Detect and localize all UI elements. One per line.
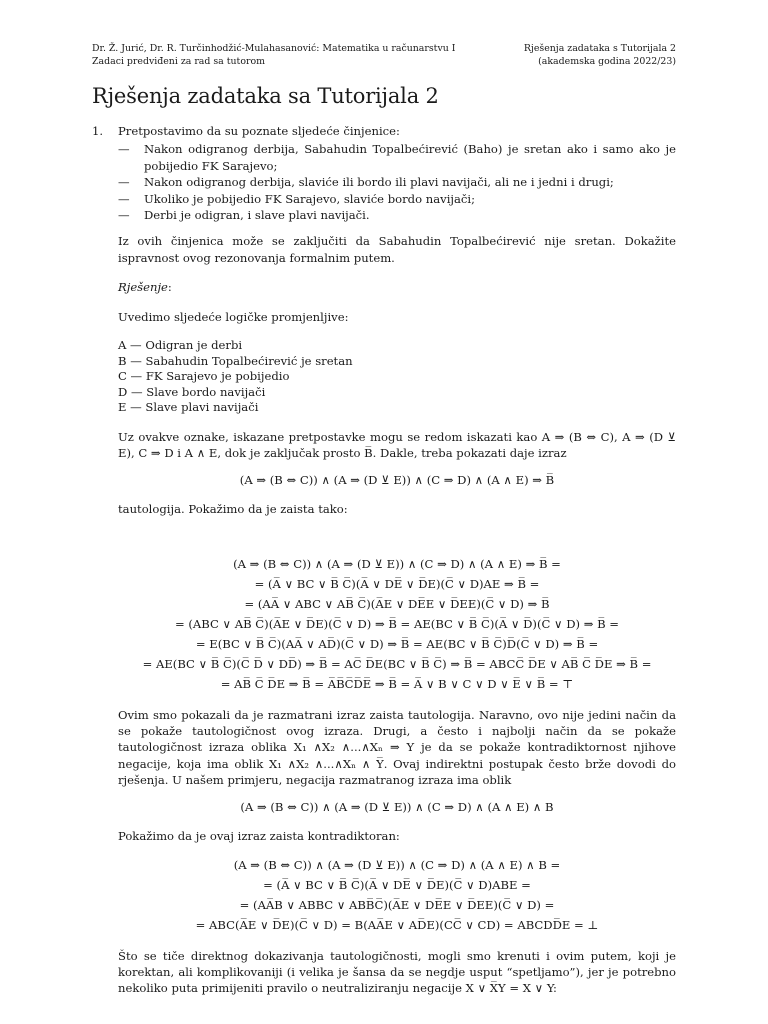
derivation-line: (A ⇒ (B ⇔ C)) ∧ (A ⇒ (D ⊻ E)) ∧ (C ⇒ D) ∧ (A ∧ E) ∧ B =: [233, 857, 561, 872]
derivation-line: = (AA̅B ∨ ABBC ∨ ABB̅C̅)(A̅E ∨ DE̅E ∨ D̅EE)(C̅ ∨ D) =: [239, 897, 555, 912]
dash-bullet: —: [118, 208, 130, 223]
facts-list: [118, 141, 676, 223]
derivation-direct: [118, 554, 676, 694]
derivation-line: = AE(BC ∨ B̅ C̅)(C̅ D̅ ∨ DD̅) ⇒ B̅ = AC̅ D̅E(BC ∨ B̅ C̅) ⇒ B̅ = ABCC̅ D̅E ∨ AB̅ C̅ D̅E ⇒ B̅ =: [142, 656, 652, 671]
page-title: Rješenja zadataka sa Tutorijala 2: [92, 84, 439, 108]
variables-list: [118, 338, 676, 416]
problem-intro: Pretpostavimo da su poznate sljedeće činjenice:: [118, 124, 400, 138]
solution-heading: [118, 279, 676, 295]
header-right: [524, 42, 676, 68]
indirect-method-paragraph: Ovim smo pokazali da je razmatrani izraz zaista tautologija. Naravno, ovo nije jedini način da se pokaže tautologičnost ovog izraza. Drugi, a često i najbolji način da se pokaže tautologičnost izraza oblika X₁ ∧X₂ ∧...∧Xₙ ⇒ Y je da se pokaže kontradiktornost njihove negacije, koja ima oblik X₁ ∧X₂ ∧...∧Xₙ ∧ Y̅. Ovaj indirektni postupak često brže dovodi do rješenja. U našem primjeru, negacija razmatranog izraza ima oblik: [118, 707, 676, 788]
dash-bullet: —: [118, 142, 130, 157]
document-body: [92, 123, 676, 997]
contradiction-statement: Pokažimo da je ovaj izraz zaista kontradiktoran:: [118, 829, 400, 844]
tautology-statement: tautologija. Pokažimo da je zaista tako:: [118, 502, 348, 517]
fact-item: [118, 174, 676, 190]
closing-paragraph: Što se tiče direktnog dokazivanja tautologičnosti, mogli smo krenuti i ovim putem, koji je korektan, ali komplikovaniji (i velika je šansa da se negdje usput “spetljamo”), jer je potrebno nekoliko puta primijeniti pravilo o neutraliziranju negacije X ∨ X̅Y = X ∨ Y:: [118, 948, 676, 996]
derivation-line: = (A̅ ∨ BC ∨ B̅ C̅)(A̅ ∨ DE̅ ∨ D̅E)(C̅ ∨ D)ABE =: [263, 877, 531, 892]
fact-item: [118, 191, 676, 207]
derivation-line: = ABC(A̅E ∨ D̅E)(C̅ ∨ D) = B(AA̅E ∨ AD̅E)(CC̅ ∨ CD) = ABCDD̅E = ⊥: [195, 917, 599, 932]
header-academic-year: (akademska godina 2022/23): [538, 56, 676, 67]
main-expression: (A ⇒ (B ⇔ C)) ∧ (A ⇒ (D ⊻ E)) ∧ (C ⇒ D) ∧ (A ∧ E) ⇒ B̅: [239, 472, 555, 487]
fact-text: Nakon odigranog derbija, Sabahudin Topalbećirević (Baho) je sretan ako i samo ako je pobijedio FK Sarajevo;: [144, 142, 676, 173]
derivation-line: = AB̅ C̅ D̅E ⇒ B̅ = A̅B̅C̅D̅E̅ ⇒ B̅ = A̅ ∨ B ∨ C ∨ D ∨ E̅ ∨ B̅ = ⊤: [220, 676, 574, 691]
derivation-line: = (A̅ ∨ BC ∨ B̅ C̅)(A̅ ∨ DE̅ ∨ D̅E)(C̅ ∨ D)AE ⇒ B̅ =: [254, 576, 540, 591]
variable-definition: D — Slave bordo navijači: [118, 384, 266, 399]
derivation-line: = (AA̅ ∨ ABC ∨ AB̅ C̅)(A̅E ∨ DE̅E ∨ D̅EE)(C̅ ∨ D) ⇒ B̅: [244, 596, 550, 611]
fact-item: [118, 141, 676, 174]
negation-expression: (A ⇒ (B ⇔ C)) ∧ (A ⇒ (D ⊻ E)) ∧ (C ⇒ D) ∧ (A ∧ E) ∧ B: [240, 799, 554, 814]
problem-question: Iz ovih činjenica može se zaključiti da Sabahudin Topalbećirević nije sretan. Dokažite ispravnost ovog rezonovanja formalnim putem.: [118, 234, 676, 265]
fact-item: [118, 207, 676, 223]
header-authors-course: Dr. Ž. Jurić, Dr. R. Turčinhodžić-Mulahasanović: Matematika u računarstvu I: [92, 43, 456, 54]
problem-1: [92, 123, 676, 997]
header-subtitle: Zadaci predviđeni za rad sa tutorom: [92, 56, 265, 67]
derivation-line: = (ABC ∨ AB̅ C̅)(A̅E ∨ D̅E)(C̅ ∨ D) ⇒ B̅ = AE(BC ∨ B̅ C̅)(A̅ ∨ D̅)(C̅ ∨ D) ⇒ B̅ =: [174, 616, 620, 631]
fact-text: Nakon odigranog derbija, slaviće ili bordo ili plavi navijači, ali ne i jedni i drugi;: [144, 175, 614, 190]
variable-definition: E — Slave plavi navijači: [118, 400, 259, 415]
header-doc-title: Rješenja zadataka s Tutorijala 2: [523, 43, 676, 54]
fact-text: Ukoliko je pobijedio FK Sarajevo, slaviće bordo navijači;: [144, 191, 476, 206]
solution-colon: :: [167, 280, 172, 295]
premises-paragraph: Uz ovakve oznake, iskazane pretpostavke mogu se redom iskazati kao A ⇒ (B ⇔ C), A ⇒ (D ⊻ E), C ⇒ D i A ∧ E, dok je zaključak prosto B̅. Dakle, treba pokazati daje izraz: [118, 430, 676, 461]
dash-bullet: —: [118, 175, 130, 190]
derivation-line: = E(BC ∨ B̅ C̅)(AA̅ ∨ AD̅)(C̅ ∨ D) ⇒ B̅ = AE(BC ∨ B̅ C̅)D̅(C̅ ∨ D) ⇒ B̅ =: [195, 636, 599, 651]
derivation-indirect: [118, 855, 676, 935]
header-left: [92, 42, 455, 68]
vars-intro: Uvedimo sljedeće logičke promjenljive:: [118, 309, 349, 324]
solution-label: Rješenje: [118, 280, 168, 295]
variable-definition: C — FK Sarajevo je pobijedio: [118, 369, 290, 384]
derivation-line: (A ⇒ (B ⇔ C)) ∧ (A ⇒ (D ⊻ E)) ∧ (C ⇒ D) ∧ (A ∧ E) ⇒ B̅ =: [233, 556, 561, 571]
problem-number: 1.: [92, 124, 104, 138]
variable-definition: A — Odigran je derbi: [118, 338, 243, 353]
variable-definition: B — Sabahudin Topalbećirević je sretan: [118, 353, 353, 368]
fact-text: Derbi je odigran, i slave plavi navijači.: [144, 208, 370, 223]
dash-bullet: —: [118, 191, 130, 206]
